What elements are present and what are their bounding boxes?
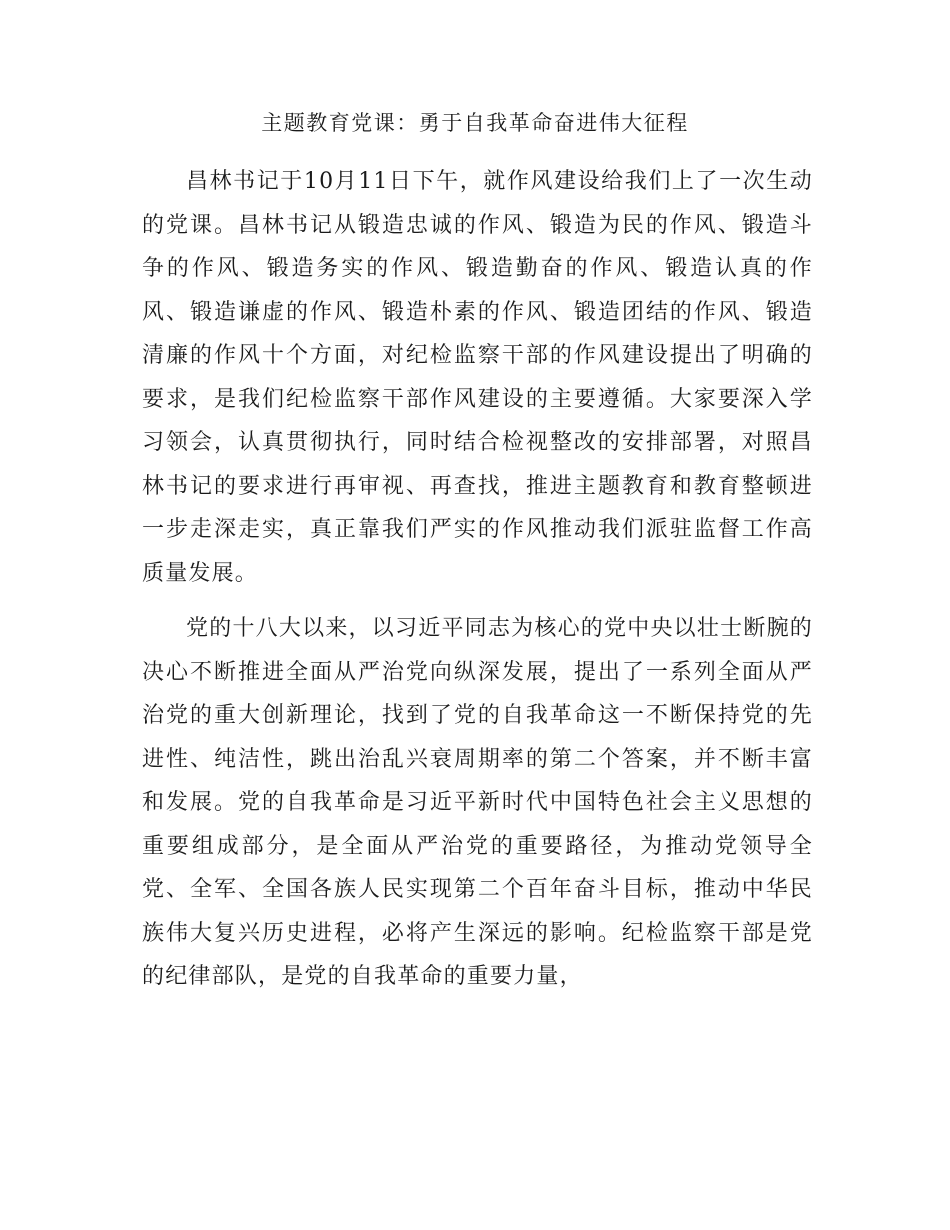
document-title: 主题教育党课：勇于自我革命奋进伟大征程 (261, 111, 689, 135)
body-paragraph: 昌林书记于10月11日下午，就作风建设给我们上了一次生动的党课。昌林书记从锻造忠诚的作风、锻造为民的作风、锻造斗争的作风、锻造务实的作风、锻造勤奋的作风、锻造认真的作风、锻造谦虚的作风、锻造朴素的作风、锻造团结的作风、锻造清廉的作风十个方面，对纪检监察干部的作风建设提出了明确的要求，是我们纪检监察干部作风建设的主要遵循。大家要深入学习领会，认真贯彻执行，同时结合检视整改的安排部署，对照昌林书记的要求进行再审视、再查找，推进主题教育和教育整顿进一步走深走实，真正靠我们严实的作风推动我们派驻监督工作高质量发展。 (142, 169, 813, 586)
document-body (142, 160, 813, 999)
body-paragraph: 党的十八大以来，以习近平同志为核心的党中央以壮士断腕的决心不断推进全面从严治党向纵深发展，提出了一系列全面从严治党的重大创新理论，找到了党的自我革命这一不断保持党的先进性、纯洁性，跳出治乱兴衰周期率的第二个答案，并不断丰富和发展。党的自我革命是习近平新时代中国特色社会主义思想的重要组成部分，是全面从严治党的重要路径，为推动党领导全党、全军、全国各族人民实现第二个百年奋斗目标，推动中华民族伟大复兴历史进程，必将产生深远的影响。纪检监察干部是党的纪律部队，是党的自我革命的重要力量， (142, 616, 813, 989)
